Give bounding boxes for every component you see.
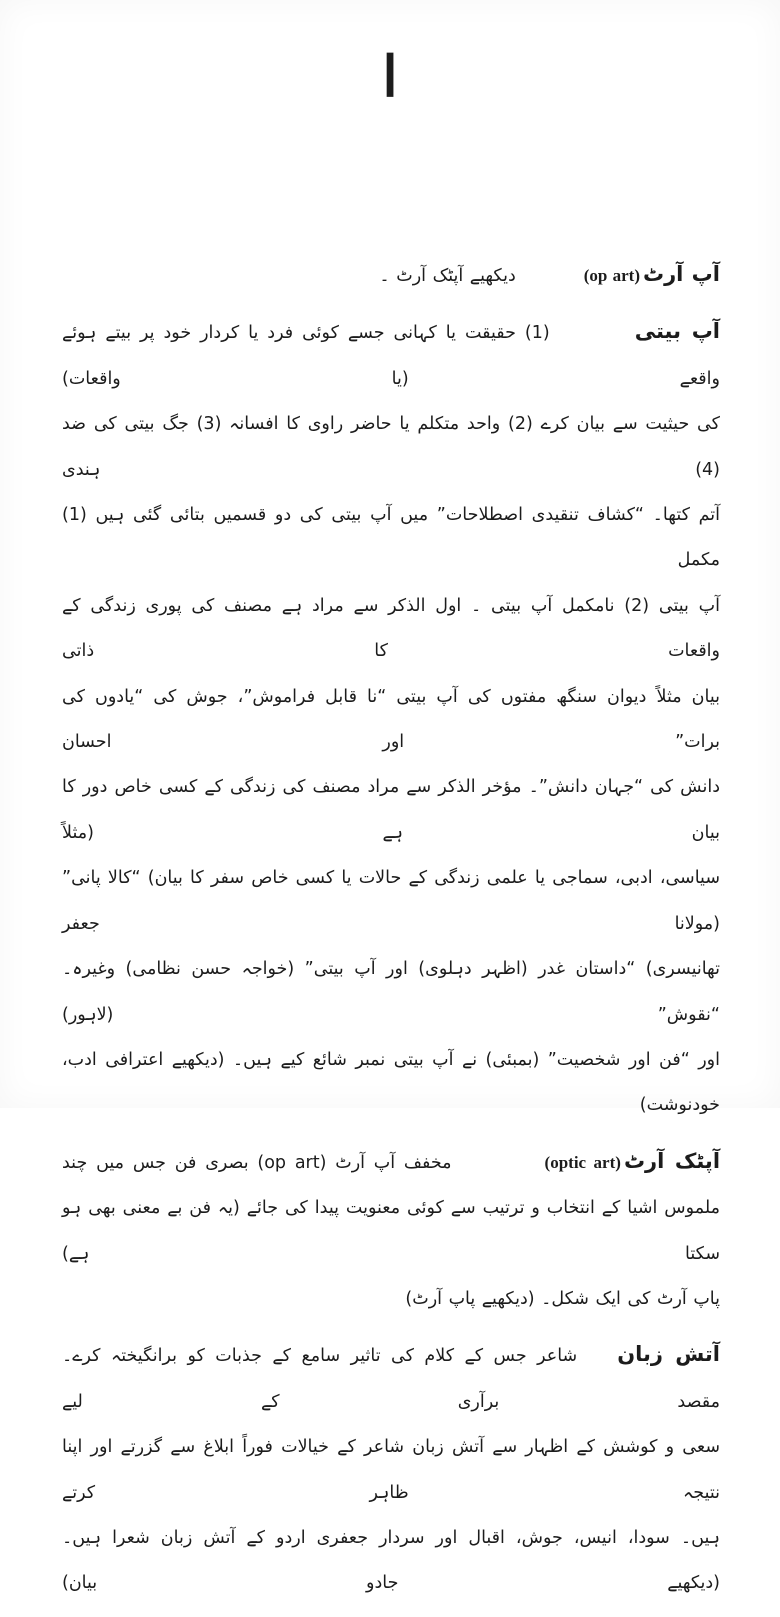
entry-line: اور “فن اور شخصیت” (بمبئی) نے آپ بیتی نمبر شائع کیے ہیں۔ (دیکھیے اعترافی ادب، خودنوشت) (62, 1049, 720, 1116)
entry-line: کی حیثیت سے بیان کرے (2) واحد متکلم یا حاضر راوی کا افسانہ (3) جگ بیتی کی ضد (4) ہندی (62, 414, 720, 480)
entry-line: سعی و کوشش کے اظہار سے آتش زبان شاعر کے خیالات فوراً ابلاغ سے گزرتے اور اپنا نتیجہ ظاہر کرتے (62, 1437, 720, 1503)
entry-line: آپ بیتی (2) نامکمل آپ بیتی ۔ اول الذکر سے مراد ہے مصنف کی پوری زندگی کے واقعات کا ذاتی (62, 595, 720, 662)
entry-tab-space (550, 333, 635, 334)
entry-definition-text: (1) حقیقت یا کہانی جسے کوئی فرد یا کردار خود پر بیتے ہوئے واقعے (یا واقعات) (62, 323, 720, 389)
entry-line: سیاسی، ادبی، سماجی یا علمی زندگی کے حالات یا کسی خاص سفر کا بیان) “کالا پانی” (مولانا جعفر (62, 868, 720, 934)
entry-line: ملموس اشیا کے انتخاب و ترتیب سے کوئی معنویت پیدا کی جائے (یہ فن بے معنی بھی ہو سکتا ہے) (62, 1198, 720, 1264)
dictionary-entry-optic-art (62, 1139, 720, 1323)
dictionary-entry-aatish-zaban (62, 1332, 720, 1606)
entry-headword: آپٹک آرٹ (623, 1148, 721, 1173)
entry-line: دانش کی “جہان دانش”۔ مؤخر الذکر سے مراد مصنف کی زندگی کے کسی خاص دور کا بیان ہے (مثلاً (62, 777, 720, 843)
section-letter-heading: ا (382, 44, 398, 110)
entry-tab-space (452, 1162, 542, 1163)
entry-line: تھانیسری) “داستان غدر (اظہر دہلوی) اور آپ بیتی” (خواجہ حسن نظامی) وغیرہ۔ “نقوش” (لاہور) (62, 959, 720, 1025)
entry-line (62, 1139, 720, 1186)
entry-tab-space (577, 1356, 617, 1357)
entry-headword-latin: (op art) (583, 266, 640, 285)
entry-line: ہیں۔ سودا، انیس، جوش، اقبال اور سردار جعفری اردو کے آتش زبان شعرا ہیں۔ (دیکھیے جادو بیان) (62, 1527, 720, 1594)
entry-line (62, 309, 720, 402)
entry-headword-latin: (optic art) (544, 1152, 621, 1172)
entry-line: آتم کتھا۔ “کشاف تنقیدی اصطلاحات” میں آپ بیتی کی دو قسمیں بتائی گئی ہیں (1) مکمل (62, 505, 720, 571)
entry-line: بیان مثلاً دیوان سنگھ مفتوں کی آپ بیتی “نا قابل فراموش”، جوش کی “یادوں کی برات” اور احسان (62, 686, 720, 753)
entry-definition-text: دیکھیے آپٹک آرٹ ۔ (379, 266, 516, 286)
dictionary-entry-aap-beeti (62, 309, 720, 1128)
entry-definition-text: مخفف آپ آرٹ (op art) بصری فن جس میں چند (62, 1152, 452, 1173)
entry-definition-text: شاعر جس کے کلام کی تاثیر سامع کے جذبات کو برانگیختہ کرے۔ مقصد برآری کے لیے (62, 1346, 720, 1412)
entry-line: پاپ آرٹ کی ایک شکل۔ (دیکھیے پاپ آرٹ) (405, 1288, 720, 1309)
entry-headword: آپ بیتی (634, 319, 720, 344)
entry-line (62, 1332, 720, 1425)
dictionary-entry-op-art (62, 252, 720, 299)
entry-tab-space (516, 276, 581, 277)
dictionary-text-block (62, 252, 720, 1617)
entry-headword: آپ آرٹ (642, 262, 720, 286)
entry-headword: آتش زبان (617, 1342, 720, 1367)
entry-line (62, 252, 720, 299)
